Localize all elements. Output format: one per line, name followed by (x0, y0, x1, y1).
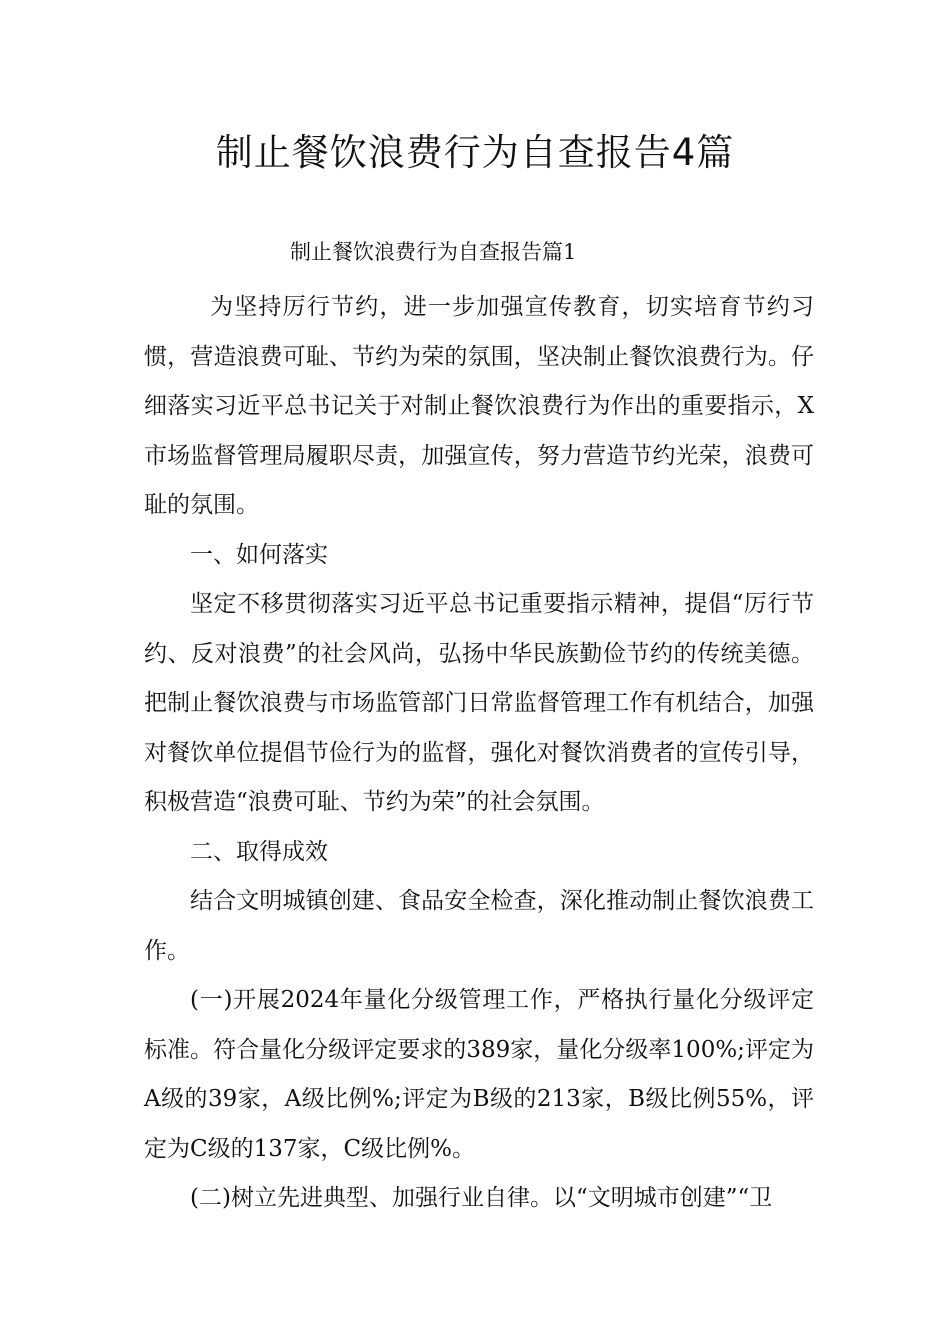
section-title: 制止餐饮浪费行为自查报告篇1 (290, 240, 577, 264)
paragraph-results-intro: 结合文明城镇创建、食品安全检查，深化推动制止餐饮浪费工作。 (144, 888, 814, 964)
document-title: 制止餐饮浪费行为自查报告4篇 (215, 131, 735, 174)
heading-how-to-implement: 一、如何落实 (190, 541, 328, 568)
paragraph-implementation: 坚定不移贯彻落实习近平总书记重要指示精神，提倡“厉行节约、反对浪费”的社会风尚，弘扬中华民族勤俭节约的传统美德。把制止餐饮浪费与市场监管部门日常监督管理工作有机结合，加强对餐饮单位提倡节俭行为的监督，强化对餐饮消费者的宣传引导，积极营造“浪费可耻、节约为荣”的社会氛围。 (144, 591, 814, 815)
paragraph-results-item-2: (二)树立先进典型、加强行业自律。以“文明城市创建”“卫 (190, 1185, 773, 1211)
document-body (144, 283, 814, 1224)
paragraph-results-item-1: (一)开展2024年量化分级管理工作，严格执行量化分级评定标准。符合量化分级评定要求的389家，量化分级率100%;评定为A级的39家，A级比例%;评定为B级的213家，B级比例55%，评定为C级的137家，C级比例%。 (144, 987, 814, 1162)
heading-results: 二、取得成效 (190, 838, 328, 865)
intro-paragraph: 为坚持厉行节约，进一步加强宣传教育，切实培育节约习惯，营造浪费可耻、节约为荣的氛围，坚决制止餐饮浪费行为。仔细落实习近平总书记关于对制止餐饮浪费行为作出的重要指示，X市场监督管理局履职尽责，加强宣传，努力营造节约光荣，浪费可耻的氛围。 (144, 294, 814, 518)
